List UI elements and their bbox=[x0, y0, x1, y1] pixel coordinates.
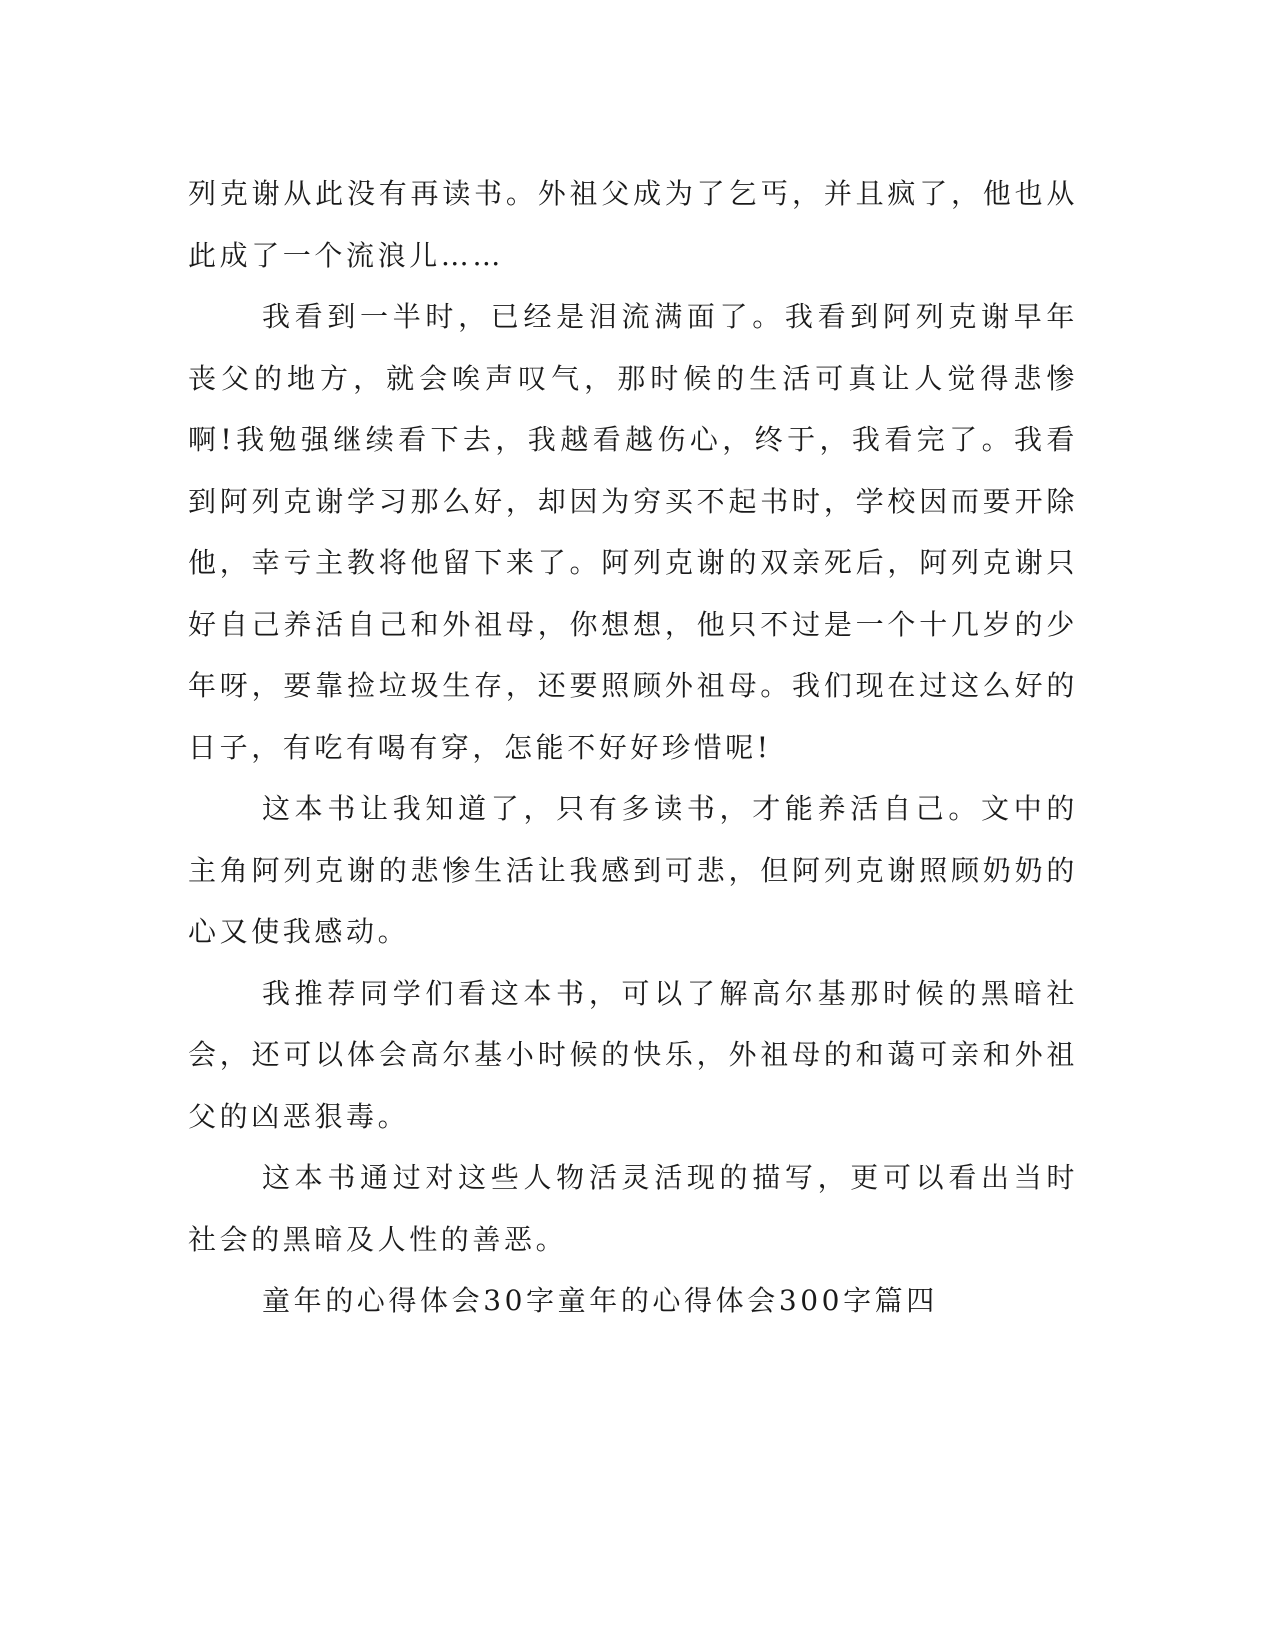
section-heading: 童年的心得体会30字童年的心得体会300字篇四 bbox=[262, 1284, 938, 1317]
document-body bbox=[188, 163, 1078, 1332]
paragraph-4: 我推荐同学们看这本书，可以了解高尔基那时候的黑暗社会，还可以体会高尔基小时候的快乐，外祖母的和蔼可亲和外祖父的凶恶狠毒。 bbox=[188, 976, 1078, 1133]
paragraph-5: 这本书通过对这些人物活灵活现的描写，更可以看出当时社会的黑暗及人性的善恶。 bbox=[188, 1161, 1078, 1256]
paragraph-2: 我看到一半时，已经是泪流满面了。我看到阿列克谢早年丧父的地方，就会唉声叹气，那时候的生活可真让人觉得悲惨啊!我勉强继续看下去，我越看越伤心，终于，我看完了。我看到阿列克谢学习那么好，却因为穷买不起书时，学校因而要开除他，幸亏主教将他留下来了。阿列克谢的双亲死后，阿列克谢只好自己养活自己和外祖母，你想想，他只不过是一个十几岁的少年呀，要靠捡垃圾生存，还要照顾外祖母。我们现在过这么好的日子，有吃有喝有穿，怎能不好好珍惜呢! bbox=[188, 300, 1078, 764]
paragraph-3: 这本书让我知道了，只有多读书，才能养活自己。文中的主角阿列克谢的悲惨生活让我感到可悲，但阿列克谢照顾奶奶的心又使我感动。 bbox=[188, 792, 1078, 948]
paragraph-1: 列克谢从此没有再读书。外祖父成为了乞丐，并且疯了，他也从此成了一个流浪儿…… bbox=[188, 177, 1078, 272]
